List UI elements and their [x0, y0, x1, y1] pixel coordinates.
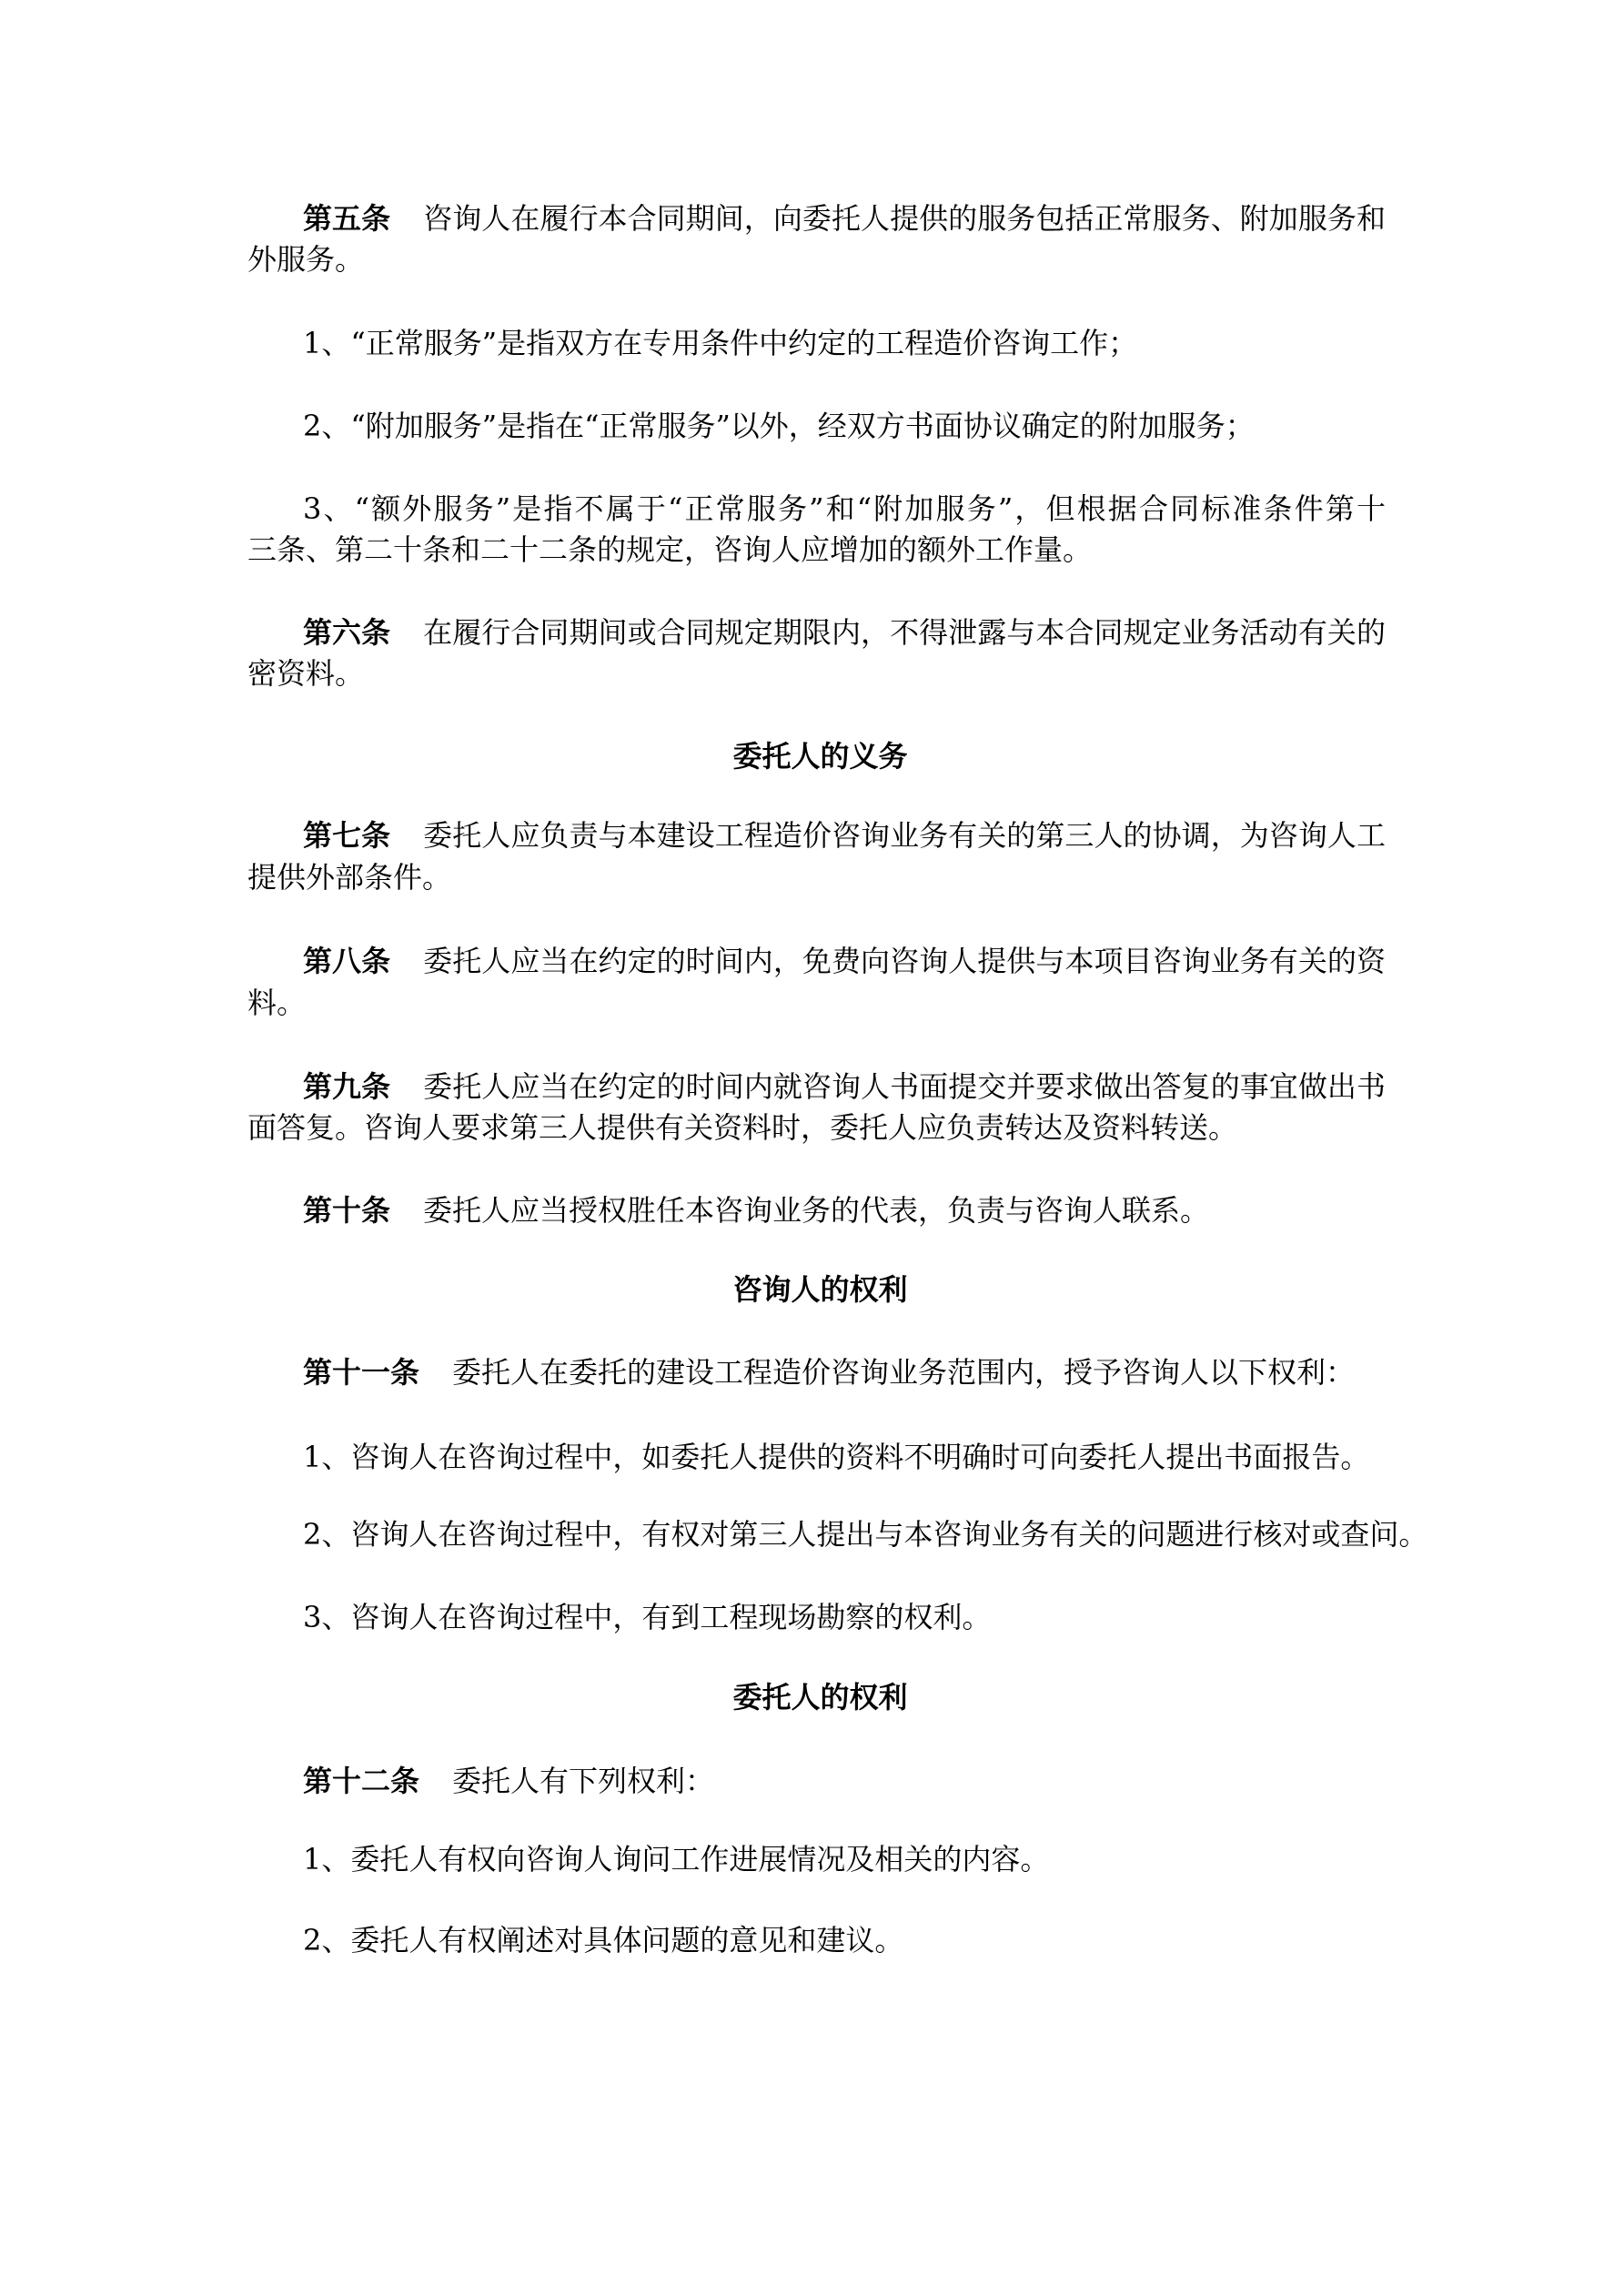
- text-line: [303, 1437, 1369, 1477]
- line-text: 2、委托人有权阐述对具体问题的意见和建议。: [303, 1923, 904, 1957]
- article-label: 第十条: [303, 1193, 391, 1228]
- line-text: 面答复。咨询人要求第三人提供有关资料时，委托人应负责转达及资料转送。: [247, 1110, 1238, 1145]
- text-line: [303, 612, 1386, 652]
- section-heading: 委托人的权利: [732, 1680, 908, 1714]
- text-line: [303, 1761, 714, 1801]
- line-text: 在履行合同期间或合同规定期限内，不得泄露与本合同规定业务活动有关的: [423, 615, 1386, 650]
- line-text: 1、委托人有权向咨询人询问工作进展情况及相关的内容。: [303, 1842, 1050, 1876]
- text-line: [303, 1514, 1427, 1554]
- line-text: 咨询人在履行本合同期间，向委托人提供的服务包括正常服务、附加服务和: [423, 201, 1386, 236]
- line-text: 委托人应当在约定的时间内就咨询人书面提交并要求做出答复的事宜做出书: [423, 1069, 1386, 1104]
- section-heading: 委托人的义务: [732, 739, 908, 774]
- article-label: 第五条: [303, 201, 391, 236]
- line-text: 3、咨询人在咨询过程中，有到工程现场勘察的权利。: [303, 1600, 992, 1634]
- text-line: [303, 1190, 1209, 1230]
- text-line: [303, 815, 1386, 855]
- text-line: [247, 1108, 1237, 1148]
- article-label: 第九条: [303, 1069, 391, 1104]
- line-text: 2、咨询人在咨询过程中，有权对第三人提出与本咨询业务有关的问题进行核对或查问。: [303, 1517, 1428, 1552]
- section-heading: 咨询人的权利: [732, 1272, 908, 1307]
- line-text: 密资料。: [247, 656, 365, 691]
- line-text: 料。: [247, 986, 307, 1020]
- text-line: [303, 1597, 991, 1637]
- article-label: 第十一条: [303, 1355, 420, 1390]
- text-line: [247, 239, 364, 279]
- text-line: [303, 1352, 1355, 1392]
- text-line: [303, 198, 1386, 238]
- text-line: [303, 941, 1386, 981]
- text-line: [247, 653, 364, 693]
- text-line: [303, 406, 1255, 446]
- line-text: 2、“附加服务”是指在“正常服务”以外，经双方书面协议确定的附加服务；: [303, 409, 1255, 443]
- line-text: 委托人在委托的建设工程造价咨询业务范围内，授予咨询人以下权利：: [452, 1355, 1356, 1390]
- article-label: 第八条: [303, 944, 391, 978]
- line-text: 委托人应当授权胜任本咨询业务的代表，负责与咨询人联系。: [423, 1193, 1210, 1228]
- text-line: [303, 489, 1386, 529]
- text-line: [303, 323, 1137, 363]
- line-text: 提供外部条件。: [247, 860, 452, 895]
- line-text: 3、“额外服务”是指不属于“正常服务”和“附加服务”，但根据合同标准条件第十: [303, 491, 1386, 526]
- article-label: 第七条: [303, 818, 391, 853]
- article-label: 第十二条: [303, 1764, 420, 1798]
- text-line: [247, 983, 306, 1023]
- article-label: 第六条: [303, 615, 391, 650]
- line-text: 三条、第二十条和二十二条的规定，咨询人应增加的额外工作量。: [247, 532, 1093, 567]
- line-text: 1、咨询人在咨询过程中，如委托人提供的资料不明确时可向委托人提出书面报告。: [303, 1440, 1370, 1474]
- line-text: 1、“正常服务”是指双方在专用条件中约定的工程造价咨询工作；: [303, 326, 1138, 360]
- text-line: [247, 857, 451, 897]
- line-text: 委托人应负责与本建设工程造价咨询业务有关的第三人的协调，为咨询人工: [423, 818, 1386, 853]
- line-text: 委托人有下列权利：: [452, 1764, 715, 1798]
- text-line: [303, 1839, 1049, 1879]
- text-line: [247, 530, 1092, 570]
- text-line: [303, 1920, 903, 1960]
- line-text: 委托人应当在约定的时间内，免费向咨询人提供与本项目咨询业务有关的资: [423, 944, 1386, 978]
- line-text: 外服务。: [247, 242, 365, 277]
- text-line: [303, 1067, 1386, 1107]
